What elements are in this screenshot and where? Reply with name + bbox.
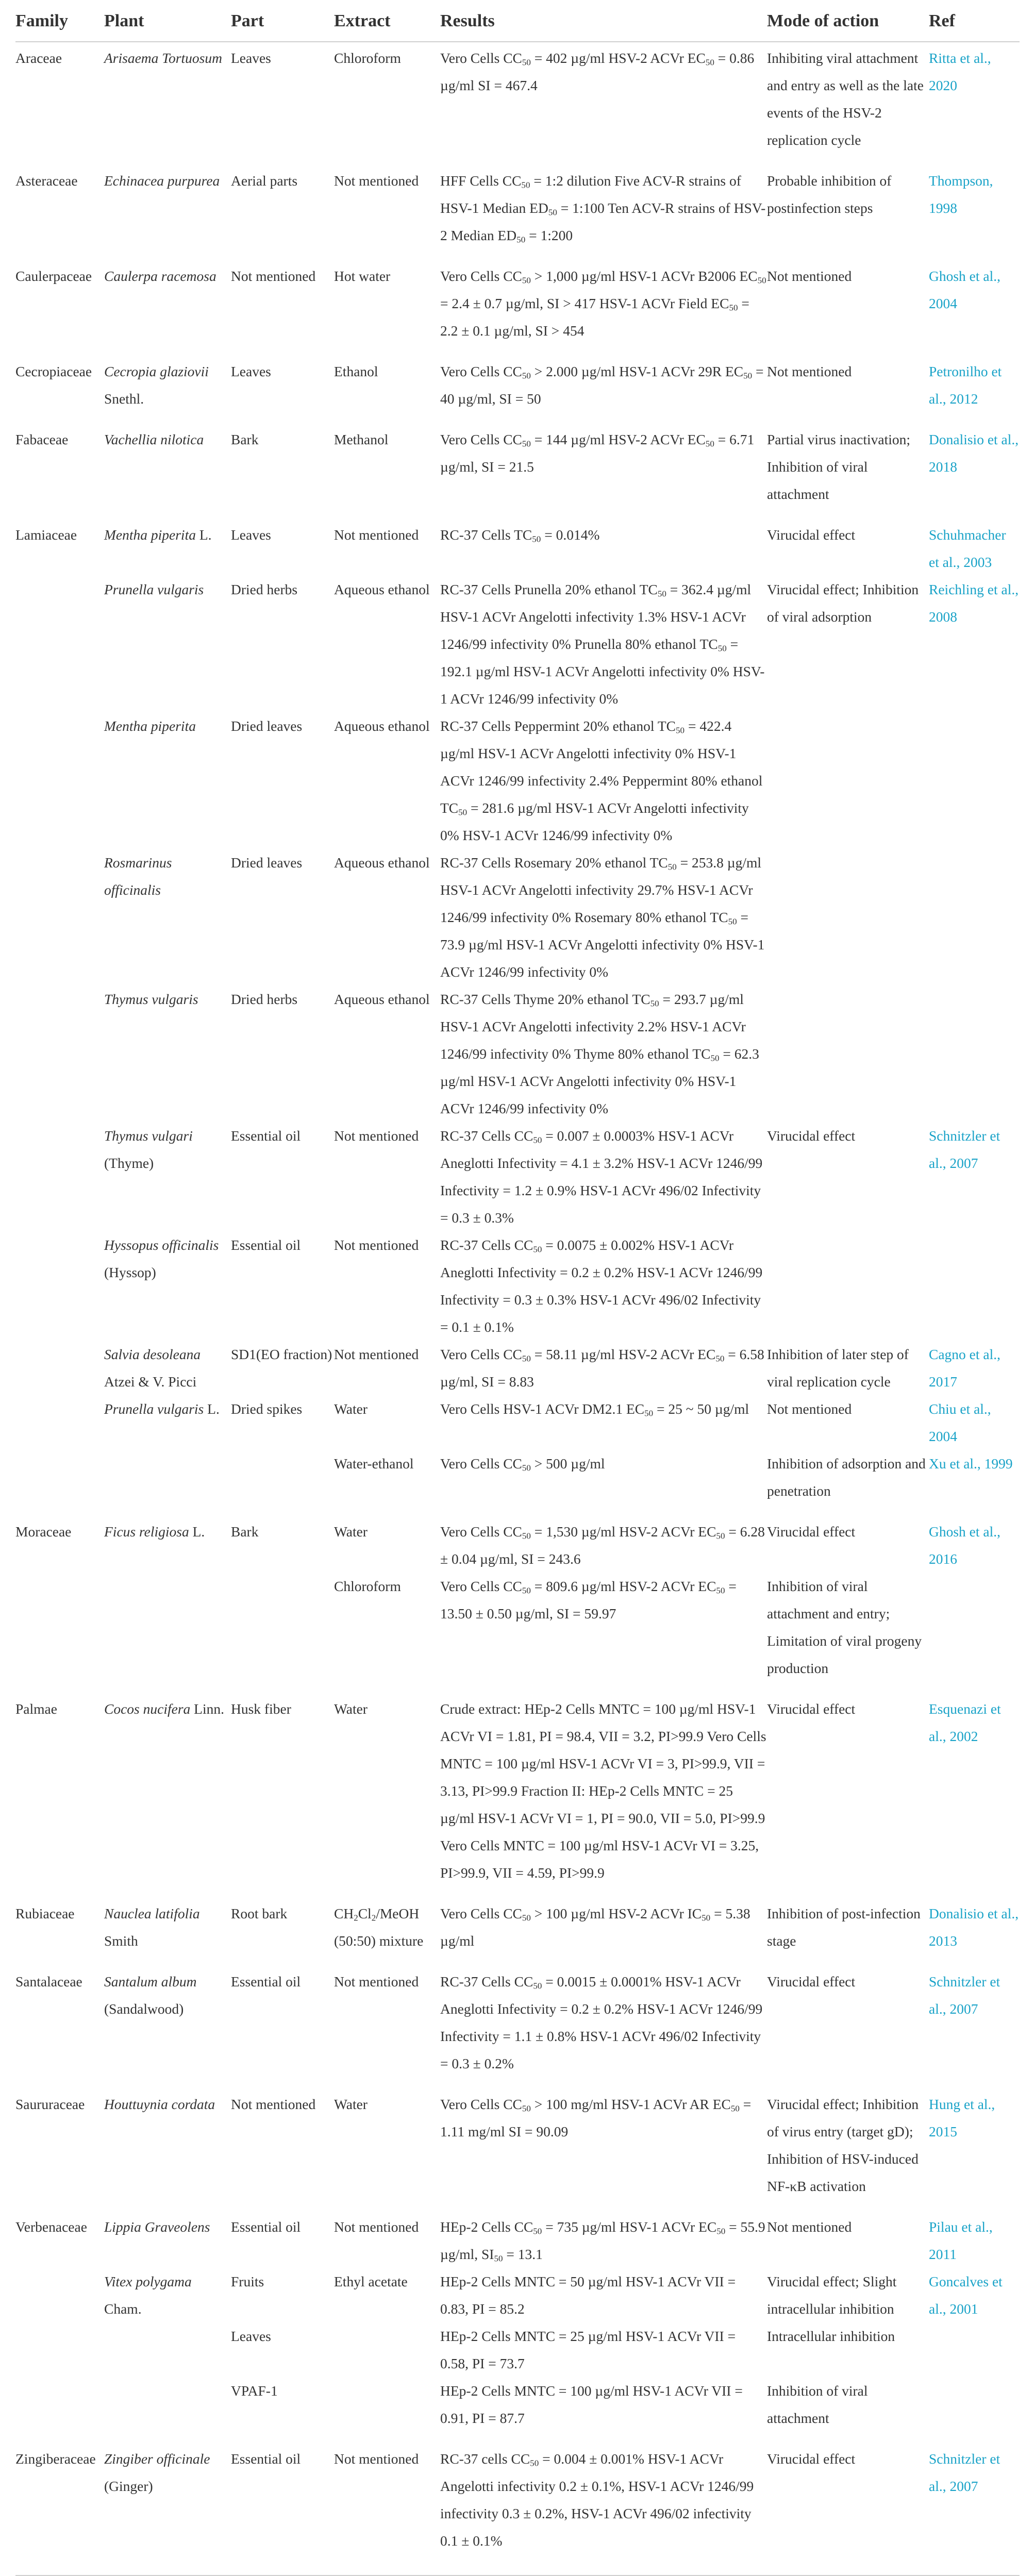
mode-of-action-cell: Virucidal effect xyxy=(767,1973,856,1989)
results-cell: RC-37 Cells $TC_{50} = 0.014\%$ xyxy=(440,527,600,544)
family-cell xyxy=(15,1573,104,1693)
reference-link[interactable]: Schnitzler et al., 2007 xyxy=(929,2443,1020,2575)
part-cell: Dried herbs xyxy=(231,991,298,1007)
table-row xyxy=(15,2211,1020,2268)
reference-link[interactable]: Goncalves et al., 2001 xyxy=(929,2273,1003,2317)
results-cell: Vero Cells $CC_{50} = 58.11$ µg/ml HSV-2 ACVr $EC_{50} = 6.58$ µg/ml, SI = 8.83 xyxy=(440,1346,764,1390)
results-cell: Vero Cells $CC_{50} > 2.000$ µg/ml HSV-1 ACVr 29R $EC_{50} = 40$ µg/ml, SI = 50 xyxy=(440,363,764,407)
plant-cell xyxy=(104,2443,231,2575)
extract-cell: Methanol xyxy=(334,431,389,447)
extract-cell: Chloroform xyxy=(334,1578,401,1594)
part-cell: Leaves xyxy=(231,50,271,66)
mode-of-action-cell: Probable inhibition of postinfection steps xyxy=(767,173,892,216)
family-cell xyxy=(15,2268,104,2322)
extract-cell: Aqueous ethanol xyxy=(334,855,430,871)
extract-cell: Water xyxy=(334,1401,368,1417)
results-cell: RC-37 Cells $CC_{50} = 0.0015 \pm 0.0001\%$ HSV-1 ACVr Aneglotti Infectivity = 0.2 ± 0.2% HSV-1 ACVr 1246/99 Infectivity = 1.1 ± 0.8% HSV-1 ACVr 496/02 Infectivity = 0.3 ± 0.2% xyxy=(440,1973,763,2071)
part-cell: Dried spikes xyxy=(231,1401,303,1417)
plant-cell xyxy=(104,2088,231,2211)
mode-of-action-cell: Inhibition of viral attachment and entry; Limitation of viral progeny production xyxy=(767,1578,922,1676)
table-row xyxy=(15,712,1020,849)
plant-name: Prunella vulgaris xyxy=(104,581,204,597)
extract-cell: Water xyxy=(334,2096,368,2112)
extract-cell: Not mentioned xyxy=(334,1237,419,1253)
plant-name: Zingiber officinale xyxy=(104,2451,210,2467)
extract-cell: Water xyxy=(334,1524,368,1540)
family-cell xyxy=(15,2322,104,2377)
plant-name: Nauclea latifolia xyxy=(104,1905,200,1921)
plant-cell xyxy=(104,1516,231,1573)
table-row xyxy=(15,519,1020,576)
family-cell xyxy=(15,1231,104,1341)
reference-link[interactable]: Pilau et al., 2011 xyxy=(929,2219,993,2262)
plant-cell xyxy=(104,42,231,165)
part-cell: Not mentioned xyxy=(231,2096,316,2112)
plant-cell xyxy=(104,1450,231,1516)
mode-of-action-cell: Virucidal effect; Slight intracellular inhibition xyxy=(767,2273,897,2317)
extract-cell: Ethyl acetate xyxy=(334,2273,408,2289)
reference-link[interactable]: Hung et al., 2015 xyxy=(929,2096,995,2139)
part-cell: Leaves xyxy=(231,2328,271,2344)
plant-authority: L. xyxy=(192,1524,205,1540)
family-cell xyxy=(15,1395,104,1450)
reference-link[interactable]: Reichling et al., 2008 xyxy=(929,581,1019,625)
reference-link[interactable]: Ghosh et al., 2016 xyxy=(929,1524,1001,1567)
extract-cell: Chloroform xyxy=(334,50,401,66)
part-cell: Dried herbs xyxy=(231,581,298,597)
results-cell: Vero Cells $CC_{50} > 100$ mg/ml HSV-1 ACVr AR $EC_{50} = 1.11$ mg/ml SI = 90.09 xyxy=(440,2096,752,2139)
reference-link[interactable] xyxy=(929,1573,1020,1693)
table-row xyxy=(15,1450,1020,1516)
reference-link[interactable] xyxy=(929,712,1020,849)
plant-name: Lippia Graveolens xyxy=(104,2219,210,2235)
header-part: Part xyxy=(231,0,334,42)
header-family: Family xyxy=(15,0,104,42)
plant-cell xyxy=(104,356,231,424)
plant-extract-table xyxy=(15,0,1020,2576)
plant-cell xyxy=(104,985,231,1122)
reference-link[interactable] xyxy=(929,2322,1020,2377)
table-row xyxy=(15,1516,1020,1573)
mode-of-action-cell: Inhibition of post-infection stage xyxy=(767,1905,921,1949)
table-row xyxy=(15,2377,1020,2443)
table-row xyxy=(15,165,1020,260)
plant-cell xyxy=(104,1898,231,1966)
header-row xyxy=(15,0,1020,42)
plant-authority: Cham. xyxy=(104,2301,142,2317)
plant-name: Houttuynia cordata xyxy=(104,2096,215,2112)
reference-link[interactable]: Donalisio et al., 2013 xyxy=(929,1905,1019,1949)
results-cell: RC-37 Cells $CC_{50} = 0.0075 \pm 0.002\%$ HSV-1 ACVr Aneglotti Infectivity = 0.2 ± 0.2% HSV-1 ACVr 1246/99 Infectivity = 0.3 ± 0.3% HSV-1 ACVr 496/02 Infectivity = 0.1 ± 0.1% xyxy=(440,1237,763,1335)
plant-cell xyxy=(104,2322,231,2377)
results-cell: RC-37 cells $CC_{50} = 0.004 \pm 0.001\%$ HSV-1 ACVr Angelotti infectivity 0.2 ± 0.1%, HSV-1 ACVr 1246/99 infectivity 0.3 ± 0.2%, HSV-1 ACVr 496/02 infectivity 0.1 ± 0.1% xyxy=(440,2443,767,2575)
extract-cell: Hot water xyxy=(334,268,391,284)
table-row xyxy=(15,2443,1020,2575)
results-cell: Vero Cells $CC_{50} = 402$ µg/ml HSV-2 ACVr $EC_{50} = 0.86$ µg/ml SI = 467.4 xyxy=(440,50,755,93)
plant-cell xyxy=(104,1395,231,1450)
family-cell xyxy=(15,1450,104,1516)
plant-cell xyxy=(104,1122,231,1231)
family-cell: Fabaceae xyxy=(15,431,69,447)
reference-link[interactable] xyxy=(929,985,1020,1122)
reference-link[interactable]: Chiu et al., 2004 xyxy=(929,1401,991,1444)
table-row xyxy=(15,1341,1020,1395)
reference-link[interactable]: Schnitzler et al., 2007 xyxy=(929,1973,1000,2017)
family-cell: Moraceae xyxy=(15,1524,72,1540)
family-cell xyxy=(15,576,104,712)
part-cell: Root bark xyxy=(231,1905,288,1921)
results-cell: HEp-2 Cells MNTC = 50 µg/ml HSV-1 ACVr VII = 0.83, PI = 85.2 xyxy=(440,2273,736,2317)
results-cell: Crude extract: HEp-2 Cells MNTC = 100 µg/ml HSV-1 ACVr VI = 1.81, PI = 98.4, VII = 3.2, PI>99.9 Vero Cells MNTC = 100 µg/ml HSV-1 ACVr VI = 3, PI>99.9, VII = 3.13, PI>99.9 Fraction II: HEp-2 Cells MNTC = 25 µg/ml HSV-1 ACVr VI = 1, PI = 90.0, VII = 5.0, PI>99.9 Vero Cells MNTC = 100 µg/ml HSV-1 ACVr VI = 3.25, PI>99.9, VII = 4.59, PI>99.9 xyxy=(440,1701,766,1881)
family-cell: Asteraceae xyxy=(15,173,78,189)
plant-cell xyxy=(104,1231,231,1341)
part-cell: Husk fiber xyxy=(231,1701,291,1717)
extract-cell: Ethanol xyxy=(334,363,378,379)
plant-cell xyxy=(104,1573,231,1693)
mode-of-action-cell: Not mentioned xyxy=(767,2219,852,2235)
part-cell xyxy=(231,1450,334,1516)
results-cell: Vero Cells $CC_{50} = 1,530$ µg/ml HSV-2 ACVr $EC_{50} = 6.28 \pm 0.04$ µg/ml, SI = 243.6 xyxy=(440,1524,765,1567)
table-row xyxy=(15,1573,1020,1693)
mode-of-action-cell: Virucidal effect; Inhibition of viral adsorption xyxy=(767,581,919,625)
part-cell: Dried leaves xyxy=(231,718,303,734)
plant-cell xyxy=(104,519,231,576)
family-cell: Santalaceae xyxy=(15,1973,82,1989)
extract-cell: Not mentioned xyxy=(334,2443,440,2575)
plant-authority: (Thyme) xyxy=(104,1155,154,1171)
extract-cell: Not mentioned xyxy=(334,527,419,543)
extract-cell: Not mentioned xyxy=(334,1973,419,1989)
reference-link[interactable]: Schuhmacher et al., 2003 xyxy=(929,527,1006,570)
results-cell: HFF Cells $CC_{50}$ = 1:2 dilution Five ACV-R strains of HSV-1 Median $ED_{50}$ = 1:100 Ten ACV-R strains of HSV-2 Median $ED_{50}$ = 1:200 xyxy=(440,173,766,245)
table-row xyxy=(15,985,1020,1122)
part-cell: Essential oil xyxy=(231,2219,301,2235)
family-cell: Caulerpaceae xyxy=(15,268,92,284)
results-cell: HEp-2 Cells MNTC = 100 µg/ml HSV-1 ACVr VII = 0.91, PI = 87.7 xyxy=(440,2383,743,2426)
part-cell: Not mentioned xyxy=(231,268,316,284)
mode-of-action-cell: Virucidal effect xyxy=(767,1128,856,1144)
plant-authority: L. xyxy=(199,527,212,543)
reference-link[interactable] xyxy=(929,1231,1020,1341)
part-cell: Essential oil xyxy=(231,1237,301,1253)
extract-cell: Not mentioned xyxy=(334,1346,419,1362)
family-cell xyxy=(15,985,104,1122)
reference-link[interactable]: Ritta et al., 2020 xyxy=(929,50,991,93)
plant-name: Cecropia glaziovii xyxy=(104,363,209,379)
table-row xyxy=(15,1898,1020,1966)
reference-link[interactable]: Cagno et al., 2017 xyxy=(929,1346,1000,1390)
family-cell xyxy=(15,1122,104,1231)
family-cell: Zingiberaceae xyxy=(15,2443,104,2575)
plant-cell xyxy=(104,1966,231,2088)
family-cell: Verbenaceae xyxy=(15,2219,87,2235)
mode-of-action-cell: Not mentioned xyxy=(767,1401,852,1417)
reference-link[interactable] xyxy=(929,2377,1020,2443)
table-row xyxy=(15,1395,1020,1450)
mode-of-action-cell: Intracellular inhibition xyxy=(767,2328,895,2344)
mode-of-action-cell xyxy=(767,712,929,849)
family-cell xyxy=(15,2377,104,2443)
plant-cell xyxy=(104,165,231,260)
results-cell: Vero Cells $CC_{50} > 100$ µg/ml HSV-2 ACVr $IC_{50} = 5.38$ µg/ml xyxy=(440,1905,750,1949)
reference-link[interactable]: Thompson, 1998 xyxy=(929,173,993,216)
plant-cell xyxy=(104,2377,231,2443)
extract-cell xyxy=(334,2322,440,2377)
header-extract: Extract xyxy=(334,0,440,42)
plant-authority: Snethl. xyxy=(104,391,144,407)
plant-authority: L. xyxy=(207,1401,220,1417)
plant-cell xyxy=(104,2211,231,2268)
extract-cell: Not mentioned xyxy=(334,2219,419,2235)
mode-of-action-cell: Not mentioned xyxy=(767,268,852,284)
part-cell: Essential oil xyxy=(231,1128,301,1144)
results-cell: RC-37 Cells $CC_{50} = 0.007 \pm 0.0003\%$ HSV-1 ACVr Aneglotti Infectivity = 4.1 ± 3.2% HSV-1 ACVr 1246/99 Infectivity = 1.2 ± 0.9% HSV-1 ACVr 496/02 Infectivity = 0.3 ± 0.3% xyxy=(440,1128,763,1226)
family-cell: Saururaceae xyxy=(15,2096,85,2112)
plant-name: Vitex polygama xyxy=(104,2273,192,2289)
mode-of-action-cell: Virucidal effect xyxy=(767,1701,856,1717)
family-cell: Rubiaceae xyxy=(15,1905,75,1921)
results-cell: RC-37 Cells Rosemary 20% ethanol $TC_{50} = 253.8$ µg/ml HSV-1 ACVr Angelotti infectivity 29.7% HSV-1 ACVr 1246/99 infectivity 0% Rosemary 80% ethanol $TC_{50} = 73.9$ µg/ml HSV-1 ACVr Angelotti infectivity 0% HSV-1 ACVr 1246/99 infectivity 0% xyxy=(440,855,765,980)
plant-name: Mentha piperita xyxy=(104,718,196,734)
part-cell: VPAF-1 xyxy=(231,2383,278,2399)
table-row xyxy=(15,2088,1020,2211)
results-cell: Vero Cells $CC_{50} = 144$ µg/ml HSV-2 ACVr $EC_{50} = 6.71$ µg/ml, SI = 21.5 xyxy=(440,431,755,475)
plant-cell xyxy=(104,576,231,712)
part-cell: Essential oil xyxy=(231,2443,334,2575)
extract-cell: Aqueous ethanol xyxy=(334,991,430,1007)
results-cell: HEp-2 Cells $CC_{50} = 735$ µg/ml HSV-1 ACVr $EC_{50} = 55.9$ µg/ml, $SI_{50} = 13.1$ xyxy=(440,2219,765,2264)
plant-name: Prunella vulgaris xyxy=(104,1401,204,1417)
part-cell: Fruits xyxy=(231,2273,264,2289)
plant-name: Caulerpa racemosa xyxy=(104,268,216,284)
header-mode-of-action: Mode of action xyxy=(767,0,929,42)
plant-name: Hyssopus officinalis xyxy=(104,1237,219,1253)
plant-cell xyxy=(104,2268,231,2322)
plant-authority: (Sandalwood) xyxy=(104,2001,184,2017)
mode-of-action-cell: Virucidal effect xyxy=(767,2443,929,2575)
reference-link[interactable]: Xu et al., 1999 xyxy=(929,1456,1013,1471)
extract-cell: Aqueous ethanol xyxy=(334,581,430,597)
table-row xyxy=(15,260,1020,356)
part-cell xyxy=(231,1573,334,1693)
part-cell: Dried leaves xyxy=(231,855,303,871)
table-row xyxy=(15,576,1020,712)
header-ref: Ref xyxy=(929,0,1020,42)
family-cell xyxy=(15,849,104,985)
results-cell: Vero Cells $CC_{50} = 809.6$ µg/ml HSV-2 ACVr $EC_{50} = 13.50 \pm 0.50$ µg/ml, SI = 59.97 xyxy=(440,1578,737,1621)
results-cell: RC-37 Cells Prunella 20% ethanol $TC_{50} = 362.4$ µg/ml HSV-1 ACVr Angelotti infectivity 1.3% HSV-1 ACVr 1246/99 infectivity 0% Prunella 80% ethanol $TC_{50} = 192.1$ µg/ml HSV-1 ACVr Angelotti infectivity 0% HSV-1 ACVr 1246/99 infectivity 0% xyxy=(440,581,765,707)
table-row xyxy=(15,1966,1020,2088)
extract-cell: $CH_2Cl_2$/MeOH (50:50) mixture xyxy=(334,1905,424,1949)
results-cell: RC-37 Cells Thyme 20% ethanol $TC_{50} = 293.7$ µg/ml HSV-1 ACVr Angelotti infectivity 2.2% HSV-1 ACVr 1246/99 infectivity 0% Thyme 80% ethanol $TC_{50} = 62.3$ µg/ml HSV-1 ACVr Angelotti infectivity 0% HSV-1 ACVr 1246/99 infectivity 0% xyxy=(440,991,759,1116)
results-cell: Vero Cells $CC_{50} > 1,000$ µg/ml HSV-1 ACVr B2006 $EC_{50} = 2.4 \pm 0.7$ µg/ml, SI > 417 HSV-1 ACVr Field $EC_{50} = 2.2 \pm 0.1$ µg/ml, SI > 454 xyxy=(440,268,766,339)
extract-cell: Aqueous ethanol xyxy=(334,718,430,734)
family-cell: Araceae xyxy=(15,50,62,66)
plant-cell xyxy=(104,424,231,519)
reference-link[interactable]: Schnitzler et al., 2007 xyxy=(929,1128,1000,1171)
reference-link[interactable]: Esquenazi et al., 2002 xyxy=(929,1701,1001,1744)
table-row xyxy=(15,1231,1020,1341)
plant-cell xyxy=(104,849,231,985)
part-cell: Leaves xyxy=(231,527,271,543)
table-row xyxy=(15,2322,1020,2377)
results-cell: Vero Cells HSV-1 ACVr DM2.1 $EC_{50} = 25$ ~ 50 µg/ml xyxy=(440,1401,749,1418)
plant-cell xyxy=(104,712,231,849)
mode-of-action-cell: Inhibition of later step of viral replication cycle xyxy=(767,1346,909,1390)
results-cell: HEp-2 Cells MNTC = 25 µg/ml HSV-1 ACVr VII = 0.58, PI = 73.7 xyxy=(440,2328,736,2371)
extract-cell: Not mentioned xyxy=(334,1128,419,1144)
table-row xyxy=(15,1693,1020,1898)
results-cell: RC-37 Cells Peppermint 20% ethanol $TC_{50} = 422.4$ µg/ml HSV-1 ACVr Angelotti infectivity 0% HSV-1 ACVr 1246/99 infectivity 2.4% Peppermint 80% ethanol $TC_{50} = 281.6$ µg/ml HSV-1 ACVr Angelotti infectivity 0% HSV-1 ACVr 1246/99 infectivity 0% xyxy=(440,718,763,843)
plant-name: Salvia desoleana xyxy=(104,1346,201,1362)
part-cell: Bark xyxy=(231,431,259,447)
table-body xyxy=(15,42,1020,2575)
mode-of-action-cell: Virucidal effect xyxy=(767,527,856,543)
mode-of-action-cell xyxy=(767,1231,929,1341)
plant-name: Echinacea purpurea xyxy=(104,173,220,189)
plant-cell xyxy=(104,1341,231,1395)
mode-of-action-cell: Inhibition of viral attachment xyxy=(767,2383,868,2426)
family-cell: Cecropiaceae xyxy=(15,363,92,379)
header-results: Results xyxy=(440,0,767,42)
mode-of-action-cell: Inhibition of adsorption and penetration xyxy=(767,1456,926,1499)
extract-cell: Water xyxy=(334,1701,368,1717)
reference-link[interactable]: Donalisio et al., 2018 xyxy=(929,431,1019,475)
part-cell: Essential oil xyxy=(231,1973,301,1989)
extract-cell: Water-ethanol xyxy=(334,1456,414,1471)
header-plant: Plant xyxy=(104,0,231,42)
part-cell: SD1(EO fraction) xyxy=(231,1346,332,1362)
plant-name: Thymus vulgaris xyxy=(104,991,198,1007)
mode-of-action-cell: Virucidal effect; Inhibition of virus entry (target gD); Inhibition of HSV-induced NF-κB activation xyxy=(767,2096,919,2194)
table-row xyxy=(15,1122,1020,1231)
family-cell xyxy=(15,1341,104,1395)
mode-of-action-cell: Inhibiting viral attachment and entry as well as the late events of the HSV-2 replication cycle xyxy=(767,50,924,148)
mode-of-action-cell: Virucidal effect xyxy=(767,1524,856,1540)
part-cell: Aerial parts xyxy=(231,173,298,189)
family-cell: Lamiaceae xyxy=(15,527,77,543)
table-row xyxy=(15,2268,1020,2322)
part-cell: Bark xyxy=(231,1524,259,1540)
table-row xyxy=(15,424,1020,519)
family-cell xyxy=(15,712,104,849)
results-cell: Vero Cells $CC_{50} > 500$ µg/ml xyxy=(440,1456,605,1473)
extract-cell: Not mentioned xyxy=(334,173,419,189)
table-row xyxy=(15,849,1020,985)
part-cell: Leaves xyxy=(231,363,271,379)
plant-name: Rosmarinus officinalis xyxy=(104,855,172,898)
reference-link[interactable]: Ghosh et al., 2004 xyxy=(929,268,1001,311)
plant-name: Arisaema Tortuosum xyxy=(104,50,222,66)
family-cell: Palmae xyxy=(15,1701,57,1717)
plant-cell xyxy=(104,1693,231,1898)
mode-of-action-cell: Partial virus inactivation; Inhibition of viral attachment xyxy=(767,431,910,502)
extract-cell xyxy=(334,2377,440,2443)
mode-of-action-cell xyxy=(767,849,929,985)
table-row xyxy=(15,42,1020,165)
mode-of-action-cell: Not mentioned xyxy=(767,363,852,379)
table-row xyxy=(15,356,1020,424)
plant-name: Thymus vulgari xyxy=(104,1128,193,1144)
plant-name: Vachellia nilotica xyxy=(104,431,204,447)
plant-name: Mentha piperita xyxy=(104,527,196,543)
plant-name: Santalum album xyxy=(104,1973,197,1989)
plant-authority: Smith xyxy=(104,1933,138,1949)
plant-name: Cocos nucifera xyxy=(104,1701,191,1717)
plant-authority: Atzei & V. Picci xyxy=(104,1374,197,1390)
plant-authority: (Ginger) xyxy=(104,2478,153,2494)
reference-link[interactable]: Petronilho et al., 2012 xyxy=(929,363,1002,407)
plant-authority: Linn. xyxy=(194,1701,224,1717)
plant-authority: (Hyssop) xyxy=(104,1264,156,1280)
mode-of-action-cell xyxy=(767,985,929,1122)
reference-link[interactable] xyxy=(929,849,1020,985)
plant-name: Ficus religiosa xyxy=(104,1524,189,1540)
plant-cell xyxy=(104,260,231,356)
